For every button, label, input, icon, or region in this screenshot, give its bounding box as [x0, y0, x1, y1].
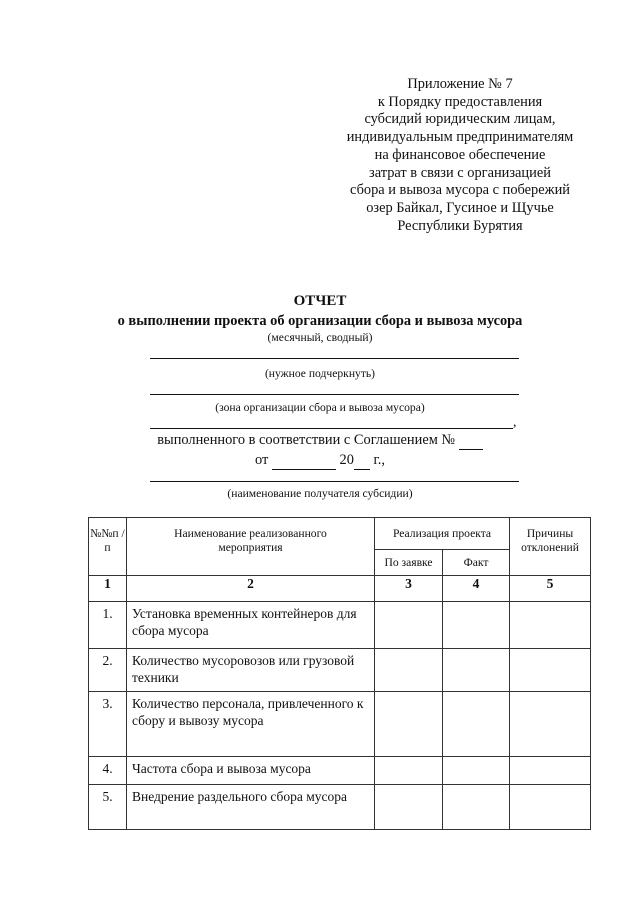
agreement-line: [0, 432, 640, 450]
report-subtitle: о выполнении проекта об организации сбора и вывоза мусора: [117, 313, 523, 329]
appendix-line: на финансовое обеспечение: [374, 146, 546, 163]
header-realization: Реализация проекта: [375, 518, 510, 550]
table-row: [89, 785, 591, 830]
report-title: ОТЧЕТ: [293, 293, 347, 309]
row-name: Количество мусоровозов или грузовой техники: [127, 649, 375, 692]
report-type-options: (месячный, сводный): [267, 331, 373, 344]
column-number: 5: [510, 576, 591, 602]
recipient-hint: (наименование получателя субсидии): [227, 487, 413, 500]
agreement-text: выполненного в соответствии с Соглашением №: [157, 432, 456, 448]
row-cell-by-request: [375, 785, 443, 830]
column-number: 2: [127, 576, 375, 602]
column-number-row: [89, 576, 591, 602]
row-cell-reasons: [510, 602, 591, 649]
appendix-line: субсидий юридическим лицам,: [364, 111, 556, 128]
row-cell-reasons: [510, 785, 591, 830]
column-number: 1: [89, 576, 127, 602]
row-cell-by-request: [375, 757, 443, 785]
row-number: 1.: [89, 602, 127, 649]
row-number: 2.: [89, 649, 127, 692]
appendix-line: озер Байкал, Гусиное и Щучье: [366, 199, 554, 216]
column-number: 3: [375, 576, 443, 602]
date-line: [0, 452, 640, 470]
agreement-number-blank: [459, 432, 483, 450]
header-name: Наименование реализованного мероприятия: [127, 518, 375, 576]
zone-hint: (зона организации сбора и вывоза мусора): [215, 401, 425, 414]
appendix-line: индивидуальным предпринимателям: [346, 129, 574, 146]
row-number: 5.: [89, 785, 127, 830]
table-header-row: [89, 518, 591, 550]
row-cell-fact: [443, 649, 510, 692]
recipient-fill-line: [150, 481, 519, 482]
table-row: [89, 649, 591, 692]
appendix-line: сбора и вывоза мусора с побережий: [350, 182, 570, 199]
row-cell-fact: [443, 757, 510, 785]
row-name: Частота сбора и вывоза мусора: [127, 757, 375, 785]
row-cell-reasons: [510, 649, 591, 692]
appendix-header: [330, 76, 590, 235]
row-name: Внедрение раздельного сбора мусора: [127, 785, 375, 830]
header-by-request: По заявке: [375, 550, 443, 576]
report-table: [88, 517, 591, 830]
header-reasons: Причины отклонений: [510, 518, 591, 576]
header-fact: Факт: [443, 550, 510, 576]
date-day-month-blank: [272, 452, 336, 470]
row-cell-fact: [443, 602, 510, 649]
row-cell-by-request: [375, 602, 443, 649]
row-name: Количество персонала, привлеченного к сбору и вывозу мусора: [127, 692, 375, 757]
report-type-fill-line: [150, 358, 519, 359]
line-comma: ,: [513, 415, 517, 430]
column-number: 4: [443, 576, 510, 602]
row-cell-by-request: [375, 649, 443, 692]
appendix-line: Республики Бурятия: [397, 217, 523, 234]
appendix-line: к Порядку предоставления: [377, 93, 543, 110]
underline-hint: (нужное подчеркнуть): [264, 367, 376, 380]
appendix-line: затрат в связи с организацией: [369, 164, 551, 181]
header-num: №№п /п: [89, 518, 127, 576]
zone-fill-line-2: [150, 428, 513, 429]
row-cell-reasons: [510, 757, 591, 785]
row-cell-reasons: [510, 692, 591, 757]
row-cell-by-request: [375, 692, 443, 757]
table-row: [89, 757, 591, 785]
row-cell-fact: [443, 785, 510, 830]
date-year: 20: [339, 452, 354, 468]
row-name: Установка временных контейнеров для сбора мусора: [127, 602, 375, 649]
date-prefix: от: [255, 452, 269, 468]
table-row: [89, 602, 591, 649]
date-suffix: г.,: [373, 452, 385, 468]
row-cell-fact: [443, 692, 510, 757]
table-row: [89, 692, 591, 757]
appendix-line: Приложение № 7: [407, 76, 513, 92]
row-number: 4.: [89, 757, 127, 785]
zone-fill-line: [150, 394, 519, 395]
row-number: 3.: [89, 692, 127, 757]
date-year-blank: [354, 452, 370, 470]
